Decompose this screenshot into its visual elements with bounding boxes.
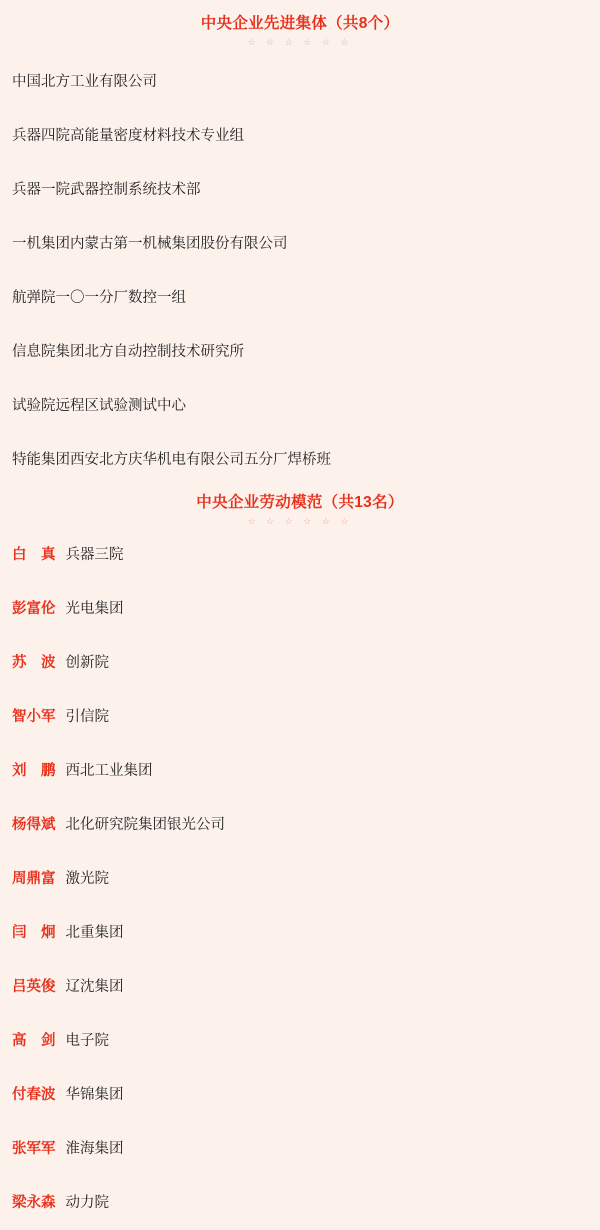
decorative-stars: ☆ ☆ ☆ ☆ ☆ ☆ [247,516,353,526]
person-name: 张军军 [12,1141,56,1157]
person-unit: 西北工业集团 [65,763,153,779]
person-unit: 北化研究院集团银光公司 [65,817,225,833]
list-item [0,798,600,852]
person-name: 杨得斌 [12,817,56,833]
collective-name: 特能集团西安北方庆华机电有限公司五分厂焊桥班 [12,452,331,468]
person-name: 吕英俊 [12,979,56,995]
person-name: 苏 波 [12,655,56,671]
list-item [0,1068,600,1122]
collective-name: 兵器一院武器控制系统技术部 [12,182,201,198]
section-header [0,487,600,513]
person-name: 高 剑 [12,1033,56,1049]
collective-name: 航弹院一〇一分厂数控一组 [12,290,186,306]
list-item [0,744,600,798]
person-unit: 北重集团 [65,925,124,941]
person-name: 刘 鹏 [12,763,56,779]
list-item [0,217,600,271]
list-item [0,55,600,109]
section-model-workers [0,487,600,1230]
collective-name: 一机集团内蒙古第一机械集团股份有限公司 [12,236,288,252]
list-item [0,582,600,636]
list-item [0,433,600,487]
section-title: 中央企业劳动模范（共13名） [196,494,404,511]
list-item [0,636,600,690]
person-unit: 电子院 [65,1033,109,1049]
decorative-stars: ☆ ☆ ☆ ☆ ☆ ☆ [247,37,353,47]
list-item [0,379,600,433]
collective-name: 中国北方工业有限公司 [12,74,157,90]
list-item [0,1176,600,1230]
collective-name: 信息院集团北方自动控制技术研究所 [12,344,244,360]
list-item [0,1014,600,1068]
list-item [0,1122,600,1176]
list-item [0,325,600,379]
person-name: 智小军 [12,709,56,725]
person-name: 付春波 [12,1087,56,1103]
person-unit: 华锦集团 [65,1087,124,1103]
person-name: 彭富伦 [12,601,56,617]
person-unit: 辽沈集团 [65,979,124,995]
list-item [0,690,600,744]
section-title: 中央企业先进集体（共8个） [200,15,400,32]
list-item [0,163,600,217]
list-item [0,906,600,960]
list-item [0,271,600,325]
collective-name: 试验院远程区试验测试中心 [12,398,186,414]
person-unit: 引信院 [65,709,109,725]
person-name: 白 真 [12,547,56,563]
list-item [0,109,600,163]
person-name: 梁永森 [12,1195,56,1211]
list-item [0,960,600,1014]
collective-name: 兵器四院高能量密度材料技术专业组 [12,128,244,144]
person-unit: 光电集团 [65,601,124,617]
section-header [0,0,600,34]
person-unit: 创新院 [65,655,109,671]
person-unit: 兵器三院 [65,547,124,563]
person-unit: 淮海集团 [65,1141,124,1157]
section-collectives [0,0,600,487]
person-unit: 激光院 [65,871,109,887]
list-item [0,852,600,906]
person-name: 闫 炯 [12,925,56,941]
list-item [0,528,600,582]
person-unit: 动力院 [65,1195,109,1211]
person-list [0,528,600,1230]
collective-list [0,55,600,487]
person-name: 周鼎富 [12,871,56,887]
